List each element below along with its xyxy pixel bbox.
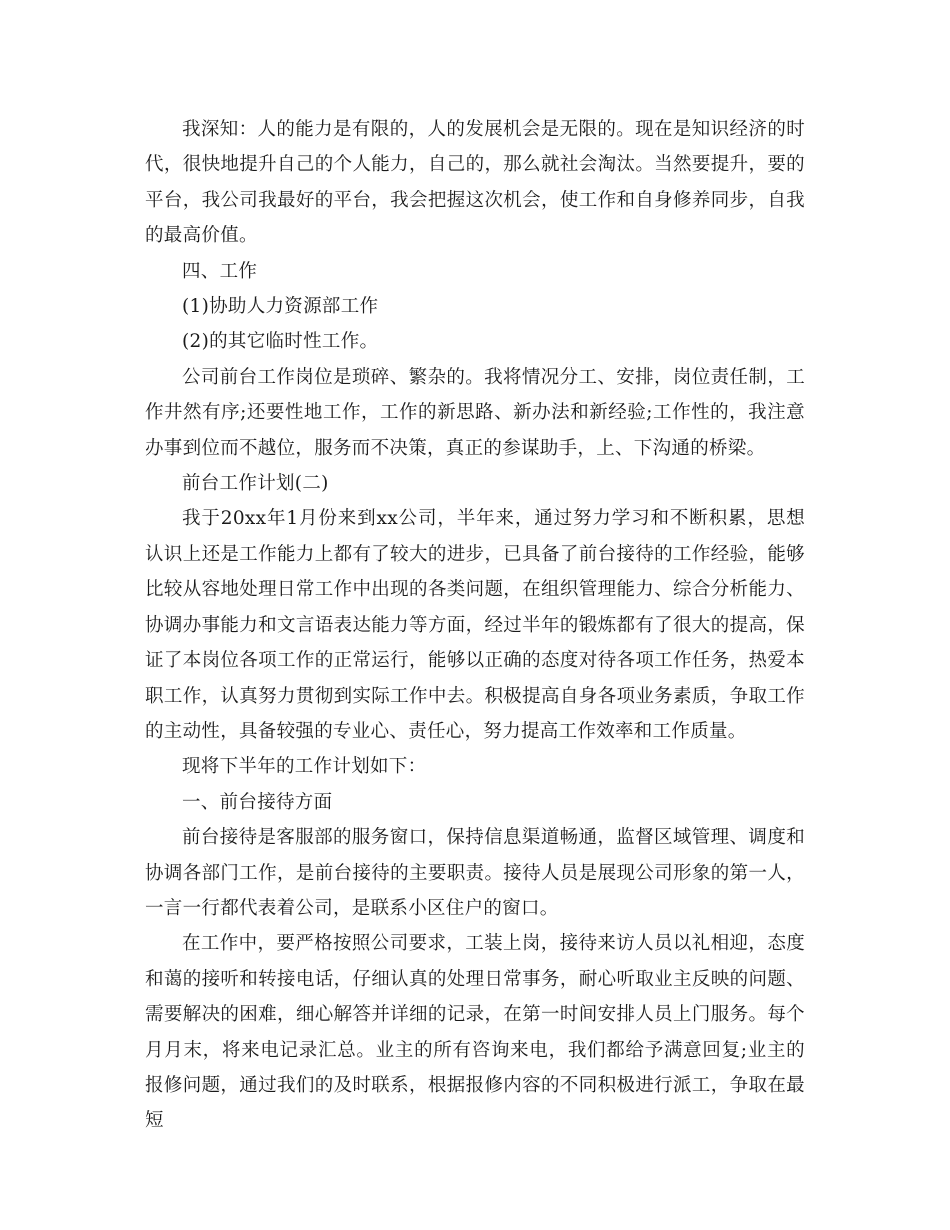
- paragraph-front-desk-duties: 公司前台工作岗位是琐碎、繁杂的。我将情况分工、安排，岗位责任制，工作井然有序;还要性地工作，工作的新思路、新办法和新经验;工作性的，我注意办事到位而不越位，服务而不决策，真正的参谋助手，上、下沟通的桥梁。: [145, 366, 805, 459]
- document-body: [145, 112, 805, 1139]
- paragraph-plan-intro: 现将下半年的工作计划如下：: [182, 756, 427, 778]
- heading-work-plan-two: 前台工作计划(二): [182, 473, 329, 495]
- heading-section-four-work: 四、工作: [182, 260, 258, 282]
- paragraph-self-improvement: 我深知：人的能力是有限的，人的发展机会是无限的。现在是知识经济的时代，很快地提升自己的个人能力，自己的，那么就社会淘汰。当然要提升，要的平台，我公司我最好的平台，我会把握这次机会，使工作和自身修养同步，自我的最高价值。: [145, 119, 805, 247]
- paragraph-reception-role: 前台接待是客服部的服务窗口，保持信息渠道畅通，监督区域管理、调度和协调各部门工作，是前台接待的主要职责。接待人员是展现公司形象的第一人，一言一行都代表着公司，是联系小区住户的窗口。: [145, 827, 805, 919]
- paragraph-work-requirements: 在工作中，要严格按照公司要求，工装上岗，接待来访人员以礼相迎，态度和蔼的接听和转接电话，仔细认真的处理日常事务，耐心听取业主反映的问题、需要解决的困难，细心解答并详细的记录，在第一时间安排人员上门服务。每个月月末，将来电记录汇总。业主的所有咨询来电，我们都给予满意回复;业主的报修问题，通过我们的及时联系，根据报修内容的不同积极进行派工，争取在最短: [145, 933, 805, 1132]
- heading-reception-section: 一、前台接待方面: [182, 791, 333, 813]
- list-item-assist-hr: (1)协助人力资源部工作: [182, 296, 379, 318]
- list-item-other-temporary-work: (2)的其它临时性工作。: [182, 331, 379, 353]
- paragraph-half-year-summary: 我于20xx年1月份来到xx公司，半年来，通过努力学习和不断积累，思想认识上还是工作能力上都有了较大的进步，已具备了前台接待的工作经验，能够比较从容地处理日常工作中出现的各类问题，在组织管理能力、综合分析能力、协调办事能力和文言语表达能力等方面，经过半年的锻炼都有了很大的提高，保证了本岗位各项工作的正常运行，能够以正确的态度对待各项工作任务，热爱本职工作，认真努力贯彻到实际工作中去。积极提高自身各项业务素质，争取工作的主动性，具备较强的专业心、责任心，努力提高工作效率和工作质量。: [145, 508, 805, 742]
